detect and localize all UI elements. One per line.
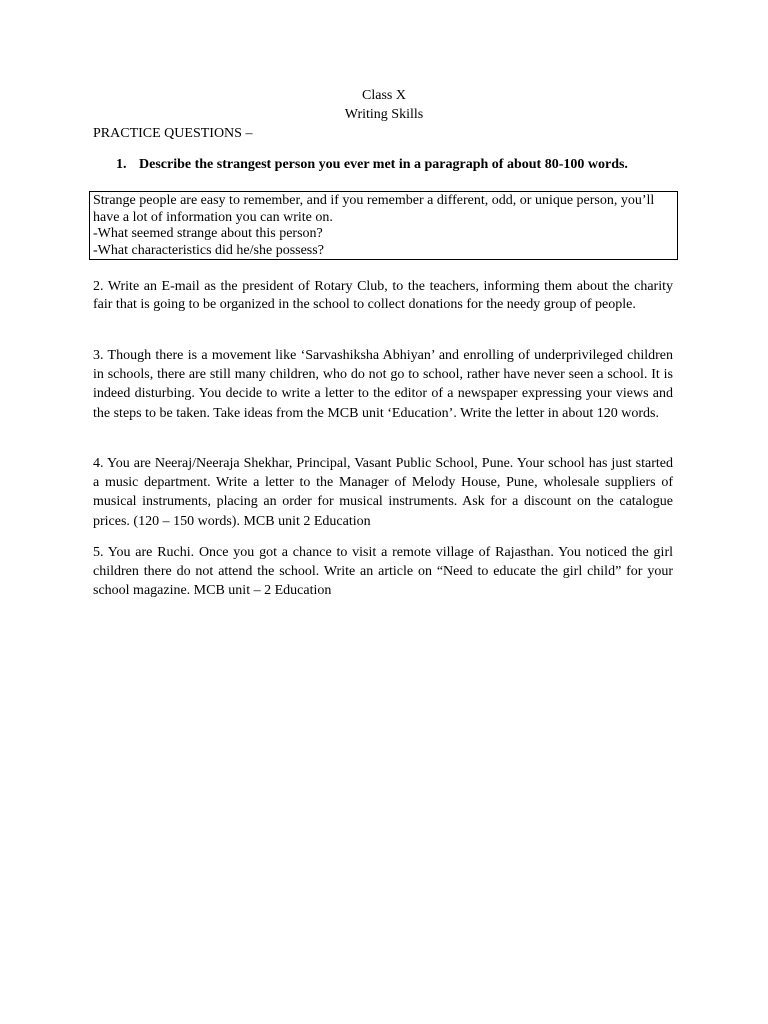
class-title: Class X (362, 88, 406, 103)
hint-line-intro: Strange people are easy to remember, and if you remember a different, odd, or unique person, you’ll have a lot of information you can write on. (93, 193, 655, 225)
question-4: 4. You are Neeraj/Neeraja Shekhar, Principal, Vasant Public School, Pune. Your school has just started a music department. Write a letter to the Manager of Melody House, Pune, wholesale suppliers of musical instruments, placing an order for musical instruments. Ask for a discount on the catalogue prices. (120 – 150 words). MCB unit 2 Education (93, 456, 673, 529)
hint-line-characteristics: -What characteristics did he/she possess? (93, 242, 324, 258)
question-2: 2. Write an E-mail as the president of Rotary Club, to the teachers, informing them about the charity fair that is going to be organized in the school to collect donations for the needy group of people. (93, 279, 673, 312)
question-1-hint-box (89, 191, 678, 260)
subject-title: Writing Skills (344, 107, 424, 122)
question-1-number: 1. (116, 157, 127, 172)
question-3: 3. Though there is a movement like ‘Sarvashiksha Abhiyan’ and enrolling of underprivileged children in schools, there are still many children, who do not go to school, rather have never seen a school. It is indeed disturbing. You decide to write a letter to the editor of a newspaper expressing your views and the steps to be taken. Take ideas from the MCB unit ‘Education’. Write the letter in about 120 words. (93, 348, 673, 421)
hint-line-strange: -What seemed strange about this person? (93, 226, 323, 241)
question-5: 5. You are Ruchi. Once you got a chance to visit a remote village of Rajasthan. You noticed the girl children there do not attend the school. Write an article on “Need to educate the girl child” for your school magazine. MCB unit – 2 Education (93, 545, 673, 599)
section-heading: PRACTICE QUESTIONS – (93, 126, 253, 141)
question-1-text: Describe the strangest person you ever met in a paragraph of about 80-100 words. (139, 157, 628, 172)
